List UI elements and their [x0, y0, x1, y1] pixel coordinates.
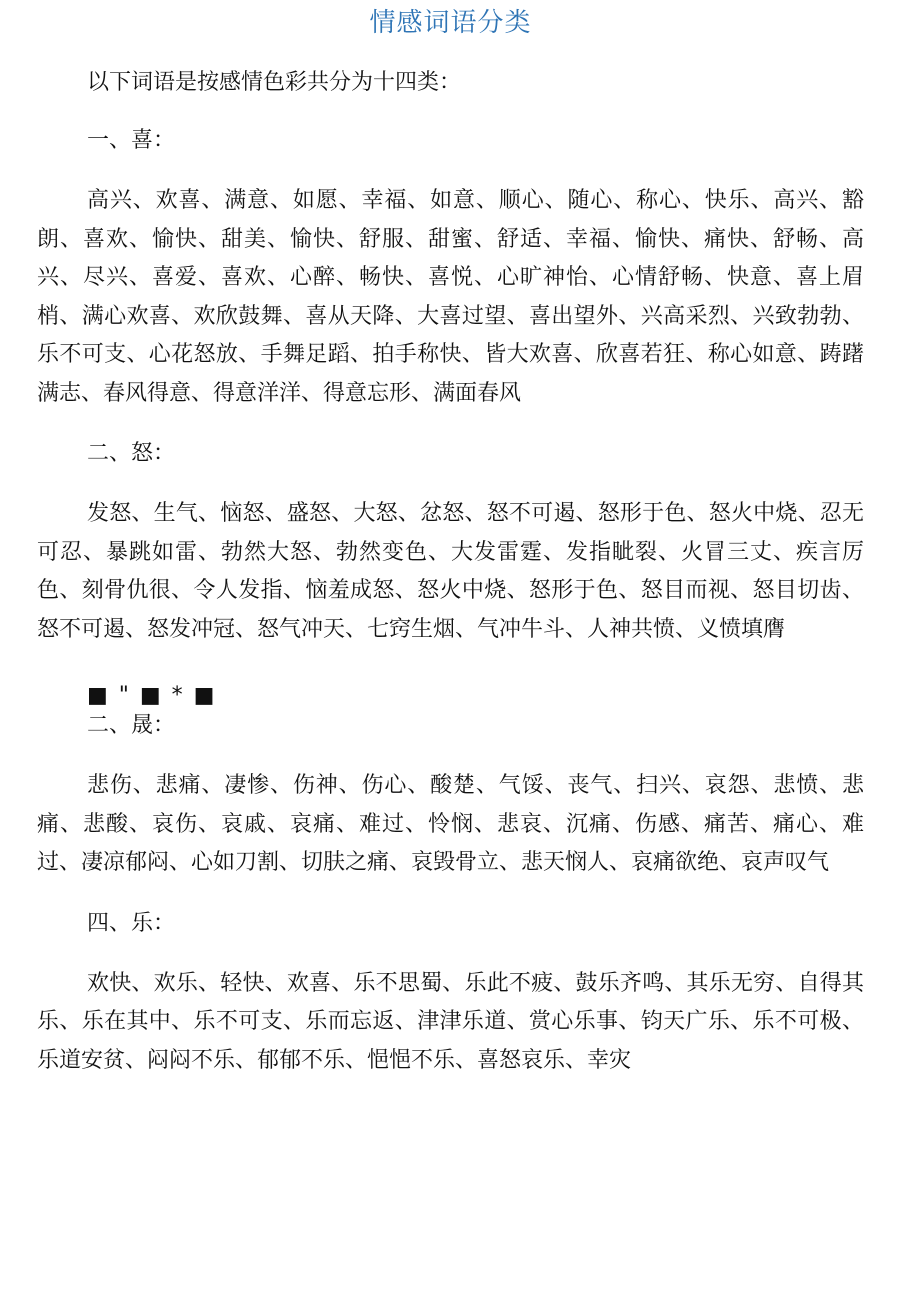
section-heading-anger: 二、怒： [87, 441, 176, 466]
section-words-anger: 发怒、生气、恼怒、盛怒、大怒、忿怒、怒不可遏、怒形于色、怒火中烧、忍无可忍、暴跳如雷、勃然大怒、勃然变色、大发雷霆、发指眦裂、火冒三丈、疾言厉色、刻骨仇很、令人发指、恼羞成怒、怒火中烧、怒形于色、怒目而视、怒目切齿、怒不可遏、怒发冲冠、怒气冲天、七窍生烟、气冲牛斗、人神共愤、义愤填膺 [37, 501, 864, 642]
document-title: 情感词语分类 [369, 8, 532, 38]
intro-paragraph: 以下词语是按感情色彩共分为十四类： [87, 70, 462, 95]
section-words-happiness: 欢快、欢乐、轻快、欢喜、乐不思蜀、乐此不疲、鼓乐齐鸣、其乐无穷、自得其乐、乐在其中、乐不可支、乐而忘返、津津乐道、赏心乐事、钧天广乐、乐不可极、乐道安贫、闷闷不乐、郁郁不乐、悒悒不乐、喜怒哀乐、幸灾 [37, 970, 864, 1073]
scan-artifact-marks: ■ " ■ * ■ [87, 683, 217, 708]
section-heading-sorrow: 二、晟： [87, 713, 176, 738]
section-heading-happiness: 四、乐： [87, 910, 176, 936]
section-words-joy: 高兴、欢喜、满意、如愿、幸福、如意、顺心、随心、称心、快乐、高兴、豁朗、喜欢、愉快、甜美、愉快、舒服、甜蜜、舒适、幸福、愉快、痛快、舒畅、高兴、尽兴、喜爱、喜欢、心醉、畅快、喜悦、心旷神怡、心情舒畅、快意、喜上眉梢、满心欢喜、欢欣鼓舞、喜从天降、大喜过望、喜出望外、兴高采烈、兴致勃勃、乐不可支、心花怒放、手舞足蹈、拍手称快、皆大欢喜、欣喜若狂、称心如意、踌躇满志、春风得意、得意洋洋、得意忘形、满面春风 [37, 188, 864, 406]
section-heading-joy: 一、喜： [87, 128, 176, 153]
section-words-sorrow: 悲伤、悲痛、凄惨、伤神、伤心、酸楚、气馁、丧气、扫兴、哀怨、悲愤、悲痛、悲酸、哀伤、哀戚、哀痛、难过、怜悯、悲哀、沉痛、伤感、痛苦、痛心、难过、凄凉郁闷、心如刀割、切肤之痛、哀毁骨立、悲天悯人、哀痛欲绝、哀声叹气 [37, 773, 864, 875]
